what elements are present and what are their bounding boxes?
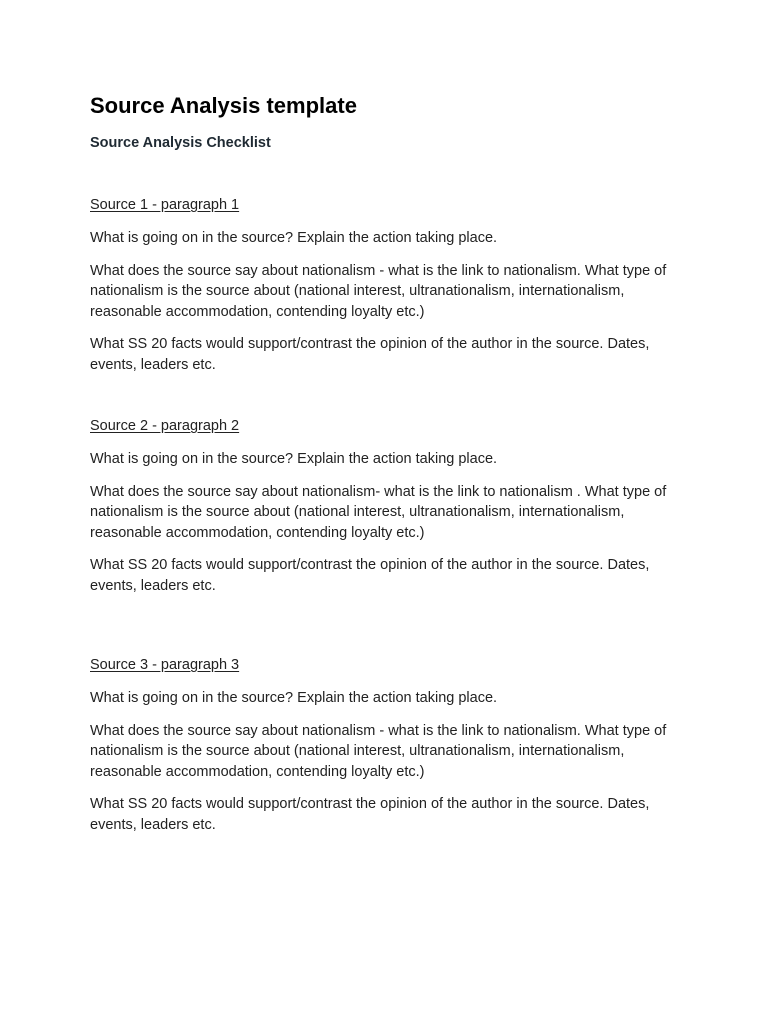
question-action: What is going on in the source? Explain the action taking place. xyxy=(90,690,498,706)
question-action: What is going on in the source? Explain the action taking place. xyxy=(90,451,498,467)
source-section-1 xyxy=(90,196,690,387)
question-facts: What SS 20 facts would support/contrast the opinion of the author in the source. Dates, events, leaders etc. xyxy=(90,796,650,833)
question-facts: What SS 20 facts would support/contrast the opinion of the author in the source. Dates, events, leaders etc. xyxy=(90,557,650,594)
section-heading: Source 2 - paragraph 2 xyxy=(90,418,240,434)
question-facts: What SS 20 facts would support/contrast the opinion of the author in the source. Dates, events, leaders etc. xyxy=(90,336,650,373)
question-nationalism: What does the source say about nationalism- what is the link to nationalism . What type of nationalism is the source about (national interest, ultranationalism, internationalism, reasonable accommodation, contending loyalty etc.) xyxy=(90,483,667,541)
source-section-3 xyxy=(90,656,690,847)
question-nationalism: What does the source say about nationalism - what is the link to nationalism. What type of nationalism is the source about (national interest, ultranationalism, internationalism, reasonable accommodation, contending loyalty etc.) xyxy=(90,722,667,780)
source-section-2 xyxy=(90,417,690,608)
page-subtitle: Source Analysis Checklist xyxy=(90,135,271,151)
section-heading: Source 1 - paragraph 1 xyxy=(90,197,240,213)
section-heading: Source 3 - paragraph 3 xyxy=(90,657,240,673)
page-title: Source Analysis template xyxy=(90,93,357,118)
question-action: What is going on in the source? Explain the action taking place. xyxy=(90,230,498,246)
question-nationalism: What does the source say about nationalism - what is the link to nationalism. What type of nationalism is the source about (national interest, ultranationalism, internationalism, reasonable accommodation, contending loyalty etc.) xyxy=(90,262,667,320)
